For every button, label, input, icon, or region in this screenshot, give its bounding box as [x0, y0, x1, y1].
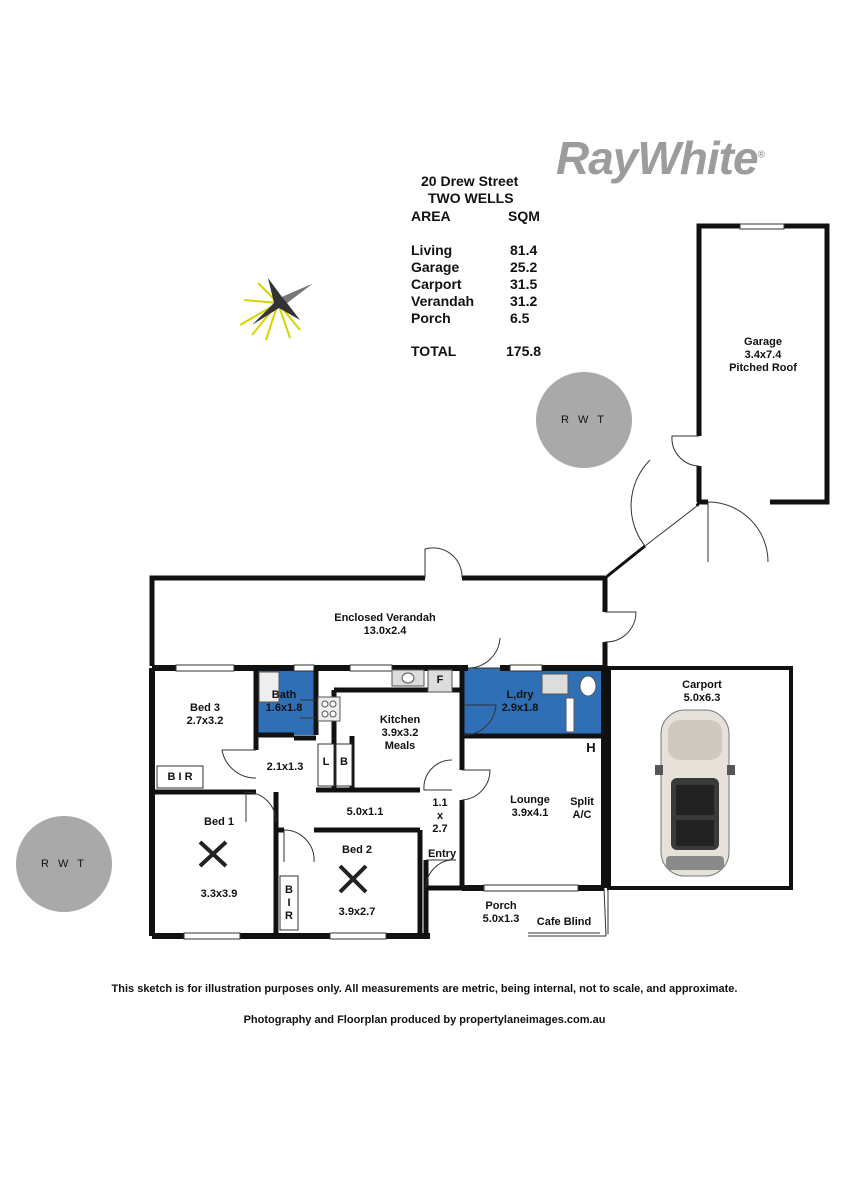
- area-row-label: Garage: [411, 259, 460, 275]
- entry-label: Entry: [427, 848, 457, 860]
- sqm-header: SQM: [508, 208, 540, 224]
- bed2-name: Bed 2: [342, 844, 372, 856]
- porch-label: Porch 5.0x1.3: [482, 900, 520, 925]
- laundry-label: L,dry 2.9x1.8: [501, 689, 539, 714]
- cafe-blind-label: Cafe Blind: [536, 916, 592, 928]
- garage-side-door: [672, 436, 699, 466]
- breezeway-door: [631, 460, 697, 546]
- garage-label: Garage 3.4x7.4 Pitched Roof: [729, 336, 797, 374]
- bed2-dims: 3.9x2.7: [338, 906, 376, 918]
- car-icon: [655, 710, 735, 876]
- garage-front-door: [708, 502, 768, 562]
- address-suburb: TWO WELLS: [428, 190, 514, 206]
- heater-symbol: H: [586, 740, 596, 755]
- ceiling-fan-icon: [340, 866, 366, 892]
- verandah-door: [425, 548, 462, 578]
- split-ac-label: Split A/C: [570, 796, 594, 821]
- disclaimer: This sketch is for illustration purposes only. All measurements are metric, being internal, not to scale, and approximate.: [111, 983, 738, 995]
- credit: Photography and Floorplan produced by propertylaneimages.com.au: [243, 1014, 606, 1026]
- area-row-label: Porch: [411, 310, 451, 326]
- hall-small-label: 2.1x1.3: [266, 761, 304, 773]
- area-row-label: Verandah: [411, 293, 475, 309]
- address-street: 20 Drew Street: [421, 173, 519, 189]
- ceiling-fan-icon: [200, 842, 226, 866]
- area-row-value: 25.2: [510, 259, 538, 275]
- area-header: AREA: [411, 208, 451, 224]
- verandah-side-door: [605, 612, 636, 642]
- brand-logo: RayWhite®: [556, 132, 764, 184]
- area-row-value: 31.5: [510, 276, 538, 292]
- area-row-label: Living: [411, 242, 453, 258]
- fridge-symbol: F: [436, 674, 444, 686]
- verandah-label: Enclosed Verandah 13.0x2.4: [334, 612, 436, 637]
- rainwater-tank: R W T: [536, 372, 632, 468]
- total-value: 175.8: [506, 343, 542, 359]
- area-row-value: 6.5: [510, 310, 530, 326]
- carport-label: Carport 5.0x6.3: [682, 679, 722, 704]
- bed1-dims: 3.3x3.9: [200, 888, 238, 900]
- bed1-name: Bed 1: [204, 816, 234, 828]
- hall-label: 5.0x1.1: [346, 806, 384, 818]
- bir-bed3-label: B I R: [167, 771, 193, 783]
- area-row-label: Carport: [411, 276, 462, 292]
- linen-symbol: L: [322, 756, 330, 768]
- bir-bed2-label: B I R: [285, 884, 293, 922]
- area-row-value: 81.4: [510, 242, 538, 258]
- area-row-value: 31.2: [510, 293, 538, 309]
- broom-symbol: B: [340, 756, 348, 768]
- kitchen-label: Kitchen 3.9x3.2 Meals: [379, 714, 421, 752]
- bath-label: Bath 1.6x1.8: [265, 689, 303, 714]
- total-label: TOTAL: [411, 343, 457, 359]
- porch-post: [426, 933, 430, 939]
- compass-icon: [240, 278, 312, 340]
- entry-hall-label: 1.1 x 2.7: [432, 797, 448, 835]
- garage-window: [740, 224, 784, 229]
- bed3-label: Bed 3 2.7x3.2: [186, 702, 224, 727]
- rainwater-tank: R W T: [16, 816, 112, 912]
- lounge-label: Lounge 3.9x4.1: [510, 794, 550, 819]
